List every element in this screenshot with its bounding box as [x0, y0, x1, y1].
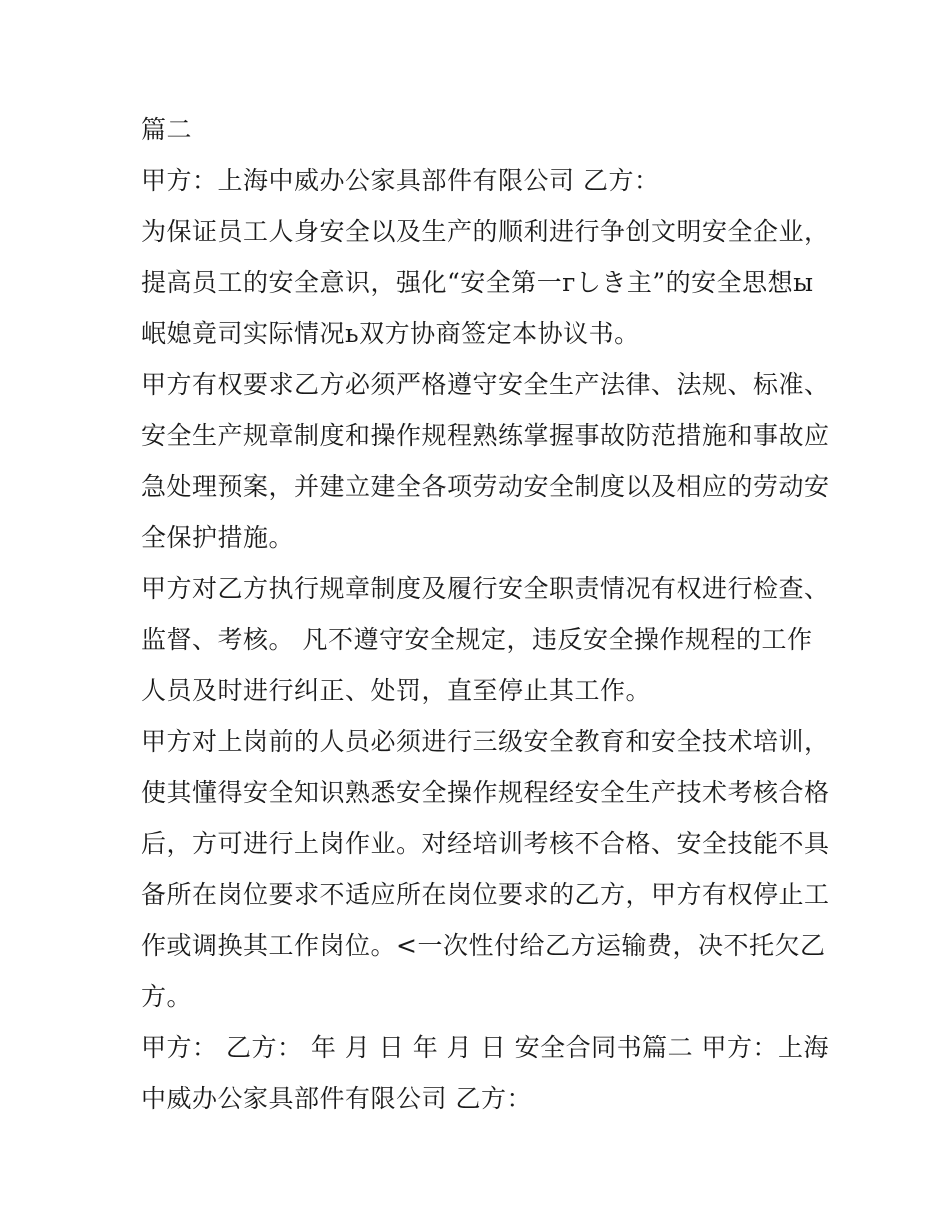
paragraph-line: 甲方对乙方执行规章制度及履行安全职责情况有权进行检查、 — [141, 574, 830, 603]
paragraph-line: 为保证员工人身安全以及生产的顺利进行争创文明安全企业， — [141, 217, 830, 246]
paragraph-line: 甲方有权要求乙方必须严格遵守安全生产法律、法规、标准、 — [141, 370, 830, 399]
signature-line: 中威办公家具部件有限公司 乙方： — [141, 1084, 532, 1113]
paragraph-line: 后，方可进行上岗作业。对经培训考核不合格、安全技能不具 — [141, 829, 830, 858]
parties-line: 甲方：上海中威办公家具部件有限公司 乙方： — [141, 166, 660, 195]
paragraph-line: 急处理预案，并建立建全各项劳动安全制度以及相应的劳动安 — [141, 472, 830, 501]
paragraph-line: 人员及时进行纠正、处罚，直至停止其工作。 — [141, 676, 652, 705]
paragraph-line: 监督、考核。 凡不遵守安全规定，违反安全操作规程的工作 — [141, 625, 813, 654]
paragraph-line: 全保护措施。 — [141, 523, 295, 552]
paragraph-line: 备所在岗位要求不适应所在岗位要求的乙方，甲方有权停止工 — [141, 880, 830, 909]
section-heading: 篇二 — [141, 115, 193, 144]
paragraph-line: 安全生产规章制度和操作规程熟练掌握事故防范措施和事故应 — [141, 421, 830, 450]
document-body — [141, 104, 830, 1124]
paragraph-line: 岷媳竟司实际情况ь双方协商签定本协议书。 — [141, 319, 640, 348]
signature-line: 甲方： 乙方： 年 月 日 年 月 日 安全合同书篇二 甲方：上海 — [141, 1033, 830, 1062]
paragraph-line: 甲方对上岗前的人员必须进行三级安全教育和安全技术培训， — [141, 727, 830, 756]
paragraph-line: 提高员工的安全意识，强化“安全第一гしき主”的安全思想ы — [141, 268, 814, 297]
paragraph-line: 使其懂得安全知识熟悉安全操作规程经安全生产技术考核合格 — [141, 778, 830, 807]
paragraph-line: 方。 — [141, 982, 193, 1011]
paragraph-line: 作或调换其工作岗位。<一次性付给乙方运输费，决不托欠乙 — [141, 931, 826, 960]
